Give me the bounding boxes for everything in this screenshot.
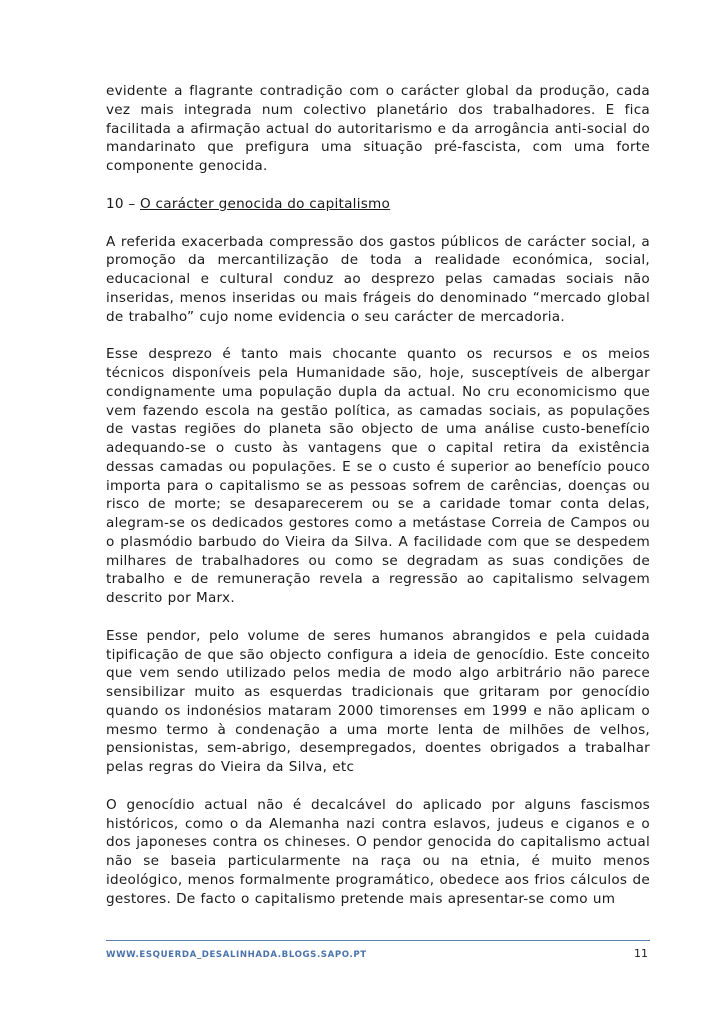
paragraph-3: Esse desprezo é tanto mais chocante quanto os recursos e os meios técnicos disponíveis pela Humanidade são, hoje, susceptíveis de albergar condignamente uma população dupla da actual. No cru economicismo que vem fazendo escola na gestão política, as camadas sociais, as populações de vastas regiões do planeta são objecto de uma análise custo-benefício adequando-se o custo às vantagens que o capital retira da existência dessas camadas ou populações. E se o custo é superior ao benefício pouco importa para o capitalismo se as pessoas sofrem de carências, doenças ou risco de morte; se desaparecerem ou se a caridade tomar conta delas, alegram-se os dedicados gestores como a metástase Correia de Campos ou o plasmódio barbudo do Vieira da Silva. A facilidade com que se despedem milhares de trabalhadores ou como se degradam as suas condições de trabalho e de remuneração revela a regressão ao capitalismo selvagem descrito por Marx.	[106, 346, 650, 606]
paragraph-4: Esse pendor, pelo volume de seres humanos abrangidos e pela cuidada tipificação de que são objecto configura a ideia de genocídio. Este conceito que vem sendo utilizado pelos media de modo algo arbitrário não parece sensibilizar muito as esquerdas tradicionais que gritaram por genocídio quando os indonésios mataram 2000 timorenses em 1999 e não aplicam o mesmo termo à condenação a uma morte lenta de milhões de velhos, pensionistas, sem-abrigo, desempregados, doentes obrigados a trabalhar pelas regras do Vieira da Silva, etc	[106, 627, 650, 775]
paragraph-5: O genocídio actual não é decalcável do aplicado por alguns fascismos históricos, como o da Alemanha nazi contra eslavos, judeus e ciganos e o dos japoneses contra os chineses. O pendor genocida do capitalismo actual não se baseia particularmente na raça ou na etnia, é muito menos ideológico, menos formalmente programático, obedece aos frios cálculos de gestores. De facto o capitalismo pretende mais apresentar-se como um	[106, 796, 650, 907]
paragraph-2: A referida exacerbada compressão dos gastos públicos de carácter social, a promoção da mercantilização de toda a realidade económica, social, educacional e cultural conduz ao desprezo pelas camadas sociais não inseridas, menos inseridas ou mais frágeis do denominado “mercado global de trabalho” cujo nome evidencia o seu carácter de mercadoria.	[106, 233, 650, 325]
page-number: 11	[634, 947, 648, 960]
paragraph-1: evidente a flagrante contradição com o carácter global da produção, cada vez mais integrada num colectivo planetário dos trabalhadores. E fica facilitada a afirmação actual do autoritarismo e da arrogância anti-social do mandarinato que prefigura uma situação pré-fascista, com uma forte componente genocida.	[106, 83, 650, 174]
document-body	[106, 82, 650, 927]
section-number: 10 –	[106, 195, 136, 212]
section-title: O carácter genocida do capitalismo	[140, 195, 391, 212]
page-footer	[106, 940, 650, 960]
section-heading	[106, 195, 650, 214]
footer-url-link[interactable]: WWW.ESQUERDA_DESALINHADA.BLOGS.SAPO.PT	[106, 950, 367, 960]
